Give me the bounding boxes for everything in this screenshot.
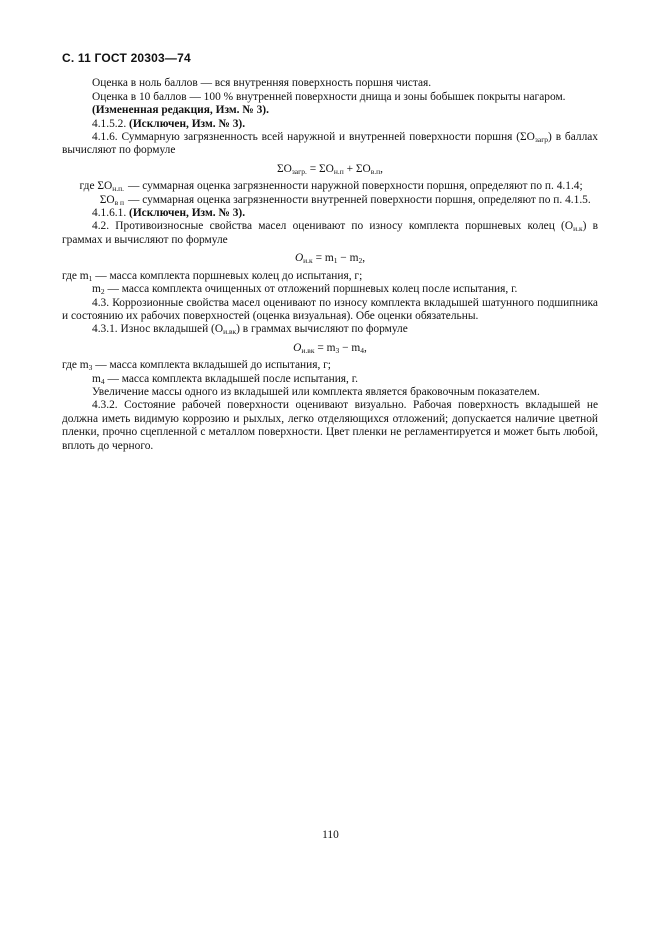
formula-total-contamination [62,163,598,176]
page-number: 110 [322,829,339,841]
definition-m2 [62,283,598,296]
subscript: и.вк [301,345,315,355]
definition-text: — масса комплекта очищенных от отложений поршневых колец после испытания, г. [104,283,518,296]
formula-part: ΣO [276,162,292,175]
clause-4-1-5-2 [62,118,598,131]
formula-part: − m [339,341,361,354]
definition-text: — суммарная оценка загрязненности внутренней поверхности поршня, определяют по п. 4.1.5. [128,193,591,206]
clause-4-3-1 [62,323,598,336]
subscript: 2 [358,256,363,266]
formula-part: O [293,341,302,354]
rejection-criterion: Увеличение массы одного из вкладышей или комплекта является браковочным показателем. [92,385,540,398]
clause-4-3-2: 4.3.2. Состояние рабочей поверхности оценивают визуально. Рабочая поверхность вкладышей не должна иметь видимую коррозию и рыхлых, легко отделяющихся отложений; допускается наличие цветной пленки, прочно сцепленной с металлом поверхности. Цвет пленки не регламентируется и может быть любой, вплоть до черного. [62,399,598,452]
definition-text: — масса комплекта вкладышей после испытания, г. [104,372,358,385]
amendment-note-text: (Измененная редакция, Изм. № 3). [92,104,269,117]
subscript: 4 [360,345,364,355]
clause-text: ) в граммах вычисляют по формуле [236,323,408,336]
subscript: и.вк [223,327,237,337]
clause-4-3: 4.3. Коррозионные свойства масел оценивают по износу комплекта вкладышей шатунного подшипника и состоянию их рабочих поверхностей (оценка визуальная). Обе оценки обязательны. [62,296,598,322]
subscript: н.п [333,166,344,176]
formula-ring-wear [62,252,598,265]
subscript: 4 [100,376,105,386]
formula-part: = ΣO [306,162,334,175]
clause-4-2 [62,220,598,247]
clause-excluded: (Исключен, Изм. № 3). [129,207,246,220]
definition-symbol [62,194,124,207]
subscript: 1 [333,256,338,266]
subscript: в п [114,197,124,207]
subscript: 2 [100,287,105,297]
symbol: ΣO [99,193,115,206]
paragraph-score-zero: Оценка в ноль баллов — вся внутренняя поверхность поршня чистая. [92,77,432,90]
document-page [62,52,598,453]
clause-number: 4.1.5.2. [92,117,127,130]
formula-part: = m [314,341,336,354]
page-header: С. 11 ГОСТ 20303—74 [62,51,191,65]
clause-text: 4.1.6. Суммарную загрязненность всей наружной и внутренней поверхности поршня (ΣO [92,131,535,144]
symbol: m [92,372,101,385]
subscript: 3 [88,363,93,373]
clause-4-1-6-1 [62,207,598,220]
formula-part: O [294,252,304,265]
formula-bearing-wear [62,342,598,355]
symbol: где m [62,269,89,282]
definitions-1 [62,180,598,207]
clause-text: 4.3.1. Износ вкладышей (O [92,323,224,336]
clause-text: 4.2. Противоизносные свойства масел оценивают по износу комплекта поршневых колец (O [92,220,574,233]
subscript: 3 [335,345,340,355]
definition-symbol [62,180,124,193]
formula-part: , [380,162,384,175]
symbol: где ΣO [79,180,113,193]
clause-text: ) в граммах и вычисляют по формуле [62,220,598,246]
formula-part: + ΣO [343,162,371,175]
formula-part: = m [312,252,334,265]
subscript: и.к [573,224,583,234]
subscript: 1 [88,273,93,283]
subscript: в.п [370,166,381,176]
symbol: где m [62,359,89,372]
definition-text: — суммарная оценка загрязненности наружной поверхности поршня, определяют по п. 4.1.4; [128,180,583,193]
definition-m4 [62,373,598,386]
clause-excluded: (Исключен, Изм. № 3). [129,117,246,130]
paragraph-score-ten: Оценка в 10 баллов — 100 % внутренней поверхности днища и зоны бобышек покрыты нагаром. [92,90,566,103]
definition-text: — масса комплекта поршневых колец до испытания, г; [92,269,363,282]
subscript: загр [534,135,549,145]
definition-text: — масса комплекта вкладышей до испытания, г; [92,359,331,372]
subscript: и.к [303,256,313,266]
formula-part: , [362,252,366,265]
definition-m1 [62,270,598,283]
symbol: m [92,283,101,296]
clause-4-1-6 [62,131,598,158]
clause-number: 4.1.6.1. [92,207,127,220]
clause-text: ) в баллах вычисляют по формуле [62,131,598,157]
subscript: загр. [291,166,307,176]
formula-part: − m [337,252,359,265]
amendment-note [62,104,598,117]
subscript: н.п. [112,184,124,194]
definition-m3 [62,359,598,372]
formula-part: , [363,341,367,354]
